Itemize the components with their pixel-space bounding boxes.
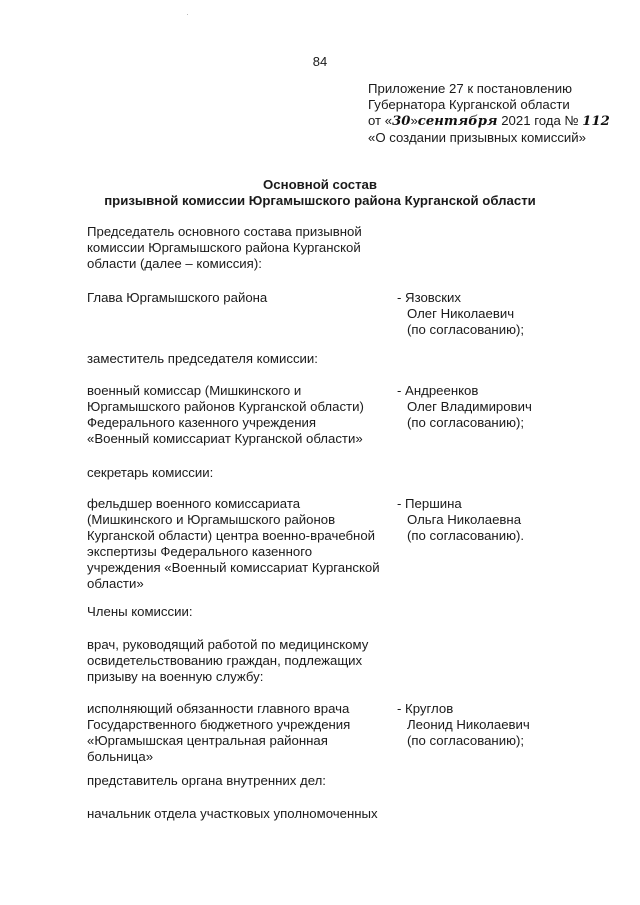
document-title: Основной состав bbox=[263, 177, 377, 192]
entry-position bbox=[87, 496, 399, 592]
scan-mark bbox=[187, 14, 188, 15]
position-line: секретарь комиссии: bbox=[87, 465, 214, 480]
date-mid: » bbox=[410, 113, 418, 128]
entry-position bbox=[87, 701, 399, 765]
position-line: начальник отдела участковых уполномоченных bbox=[87, 806, 378, 821]
position-line: призыву на военную службу: bbox=[87, 669, 264, 684]
position-line: «Военный комиссариат Курганской области» bbox=[87, 431, 363, 446]
person-given-names: Леонид Николаевич bbox=[407, 717, 530, 732]
entry-position bbox=[87, 351, 399, 367]
position-line: учреждения «Военный комиссариат Курганской bbox=[87, 560, 380, 575]
position-line: «Юргамышская центральная районная bbox=[87, 733, 328, 748]
position-line: Председатель основного состава призывной bbox=[87, 224, 362, 239]
entry-position bbox=[87, 465, 399, 481]
handwritten-month: сентября bbox=[417, 114, 498, 129]
position-line: заместитель председателя комиссии: bbox=[87, 351, 318, 366]
position-line: Члены комиссии: bbox=[87, 604, 193, 619]
document-subtitle: призывной комиссии Юргамышского района Курганской области bbox=[104, 193, 536, 208]
entry-position bbox=[87, 224, 399, 272]
position-line: комиссии Юргамышского района Курганской bbox=[87, 240, 361, 255]
entry-position bbox=[87, 604, 399, 620]
entry-person bbox=[397, 290, 637, 338]
appendix-line-4: «О создании призывных комиссий» bbox=[368, 130, 586, 145]
entry-position bbox=[87, 806, 399, 822]
position-line: Федерального казенного учреждения bbox=[87, 415, 316, 430]
position-line: больница» bbox=[87, 749, 154, 764]
position-line: врач, руководящий работой по медицинскому bbox=[87, 637, 369, 652]
position-line: экспертизы Федерального казенного bbox=[87, 544, 313, 559]
entry-position bbox=[87, 773, 399, 789]
entry-person bbox=[397, 701, 637, 749]
appendix-line-1: Приложение 27 к постановлению bbox=[368, 81, 572, 96]
position-line: представитель органа внутренних дел: bbox=[87, 773, 326, 788]
position-line: Государственного бюджетного учреждения bbox=[87, 717, 351, 732]
person-surname: - Андреенков bbox=[397, 383, 479, 398]
position-line: Юргамышского районов Курганской области) bbox=[87, 399, 364, 414]
position-line: области (далее – комиссия): bbox=[87, 256, 262, 271]
handwritten-number: 112 bbox=[582, 114, 610, 129]
position-line: области» bbox=[87, 576, 144, 591]
person-given-names: Олег Николаевич bbox=[407, 306, 515, 321]
person-surname: - Круглов bbox=[397, 701, 454, 716]
position-line: исполняющий обязанности главного врача bbox=[87, 701, 350, 716]
position-line: (Мишкинского и Юргамышского районов bbox=[87, 512, 336, 527]
position-line: Курганской области) центра военно-врачебной bbox=[87, 528, 376, 543]
entry-person bbox=[397, 383, 637, 431]
person-surname: - Язовских bbox=[397, 290, 461, 305]
position-line: Глава Юргамышского района bbox=[87, 290, 268, 305]
appendix-line-3 bbox=[368, 113, 630, 130]
position-line: освидетельствованию граждан, подлежащих bbox=[87, 653, 363, 668]
person-note: (по согласованию); bbox=[407, 733, 525, 748]
person-note: (по согласованию); bbox=[407, 415, 525, 430]
appendix-header bbox=[368, 81, 630, 146]
person-note: (по согласованию). bbox=[407, 528, 525, 543]
position-line: фельдшер военного комиссариата bbox=[87, 496, 301, 511]
position-line: военный комиссар (Мишкинского и bbox=[87, 383, 302, 398]
entry-position bbox=[87, 290, 399, 306]
date-prefix: от « bbox=[368, 113, 393, 128]
person-given-names: Олег Владимирович bbox=[407, 399, 532, 414]
appendix-line-2: Губернатора Курганской области bbox=[368, 97, 570, 112]
person-given-names: Ольга Николаевна bbox=[407, 512, 522, 527]
person-surname: - Першина bbox=[397, 496, 462, 511]
person-note: (по согласованию); bbox=[407, 322, 525, 337]
date-year: 2021 года № bbox=[497, 113, 583, 128]
entry-position bbox=[87, 637, 399, 685]
entry-position bbox=[87, 383, 399, 447]
entry-person bbox=[397, 496, 637, 544]
page-number: 84 bbox=[312, 54, 328, 69]
handwritten-day: 30 bbox=[392, 114, 411, 129]
